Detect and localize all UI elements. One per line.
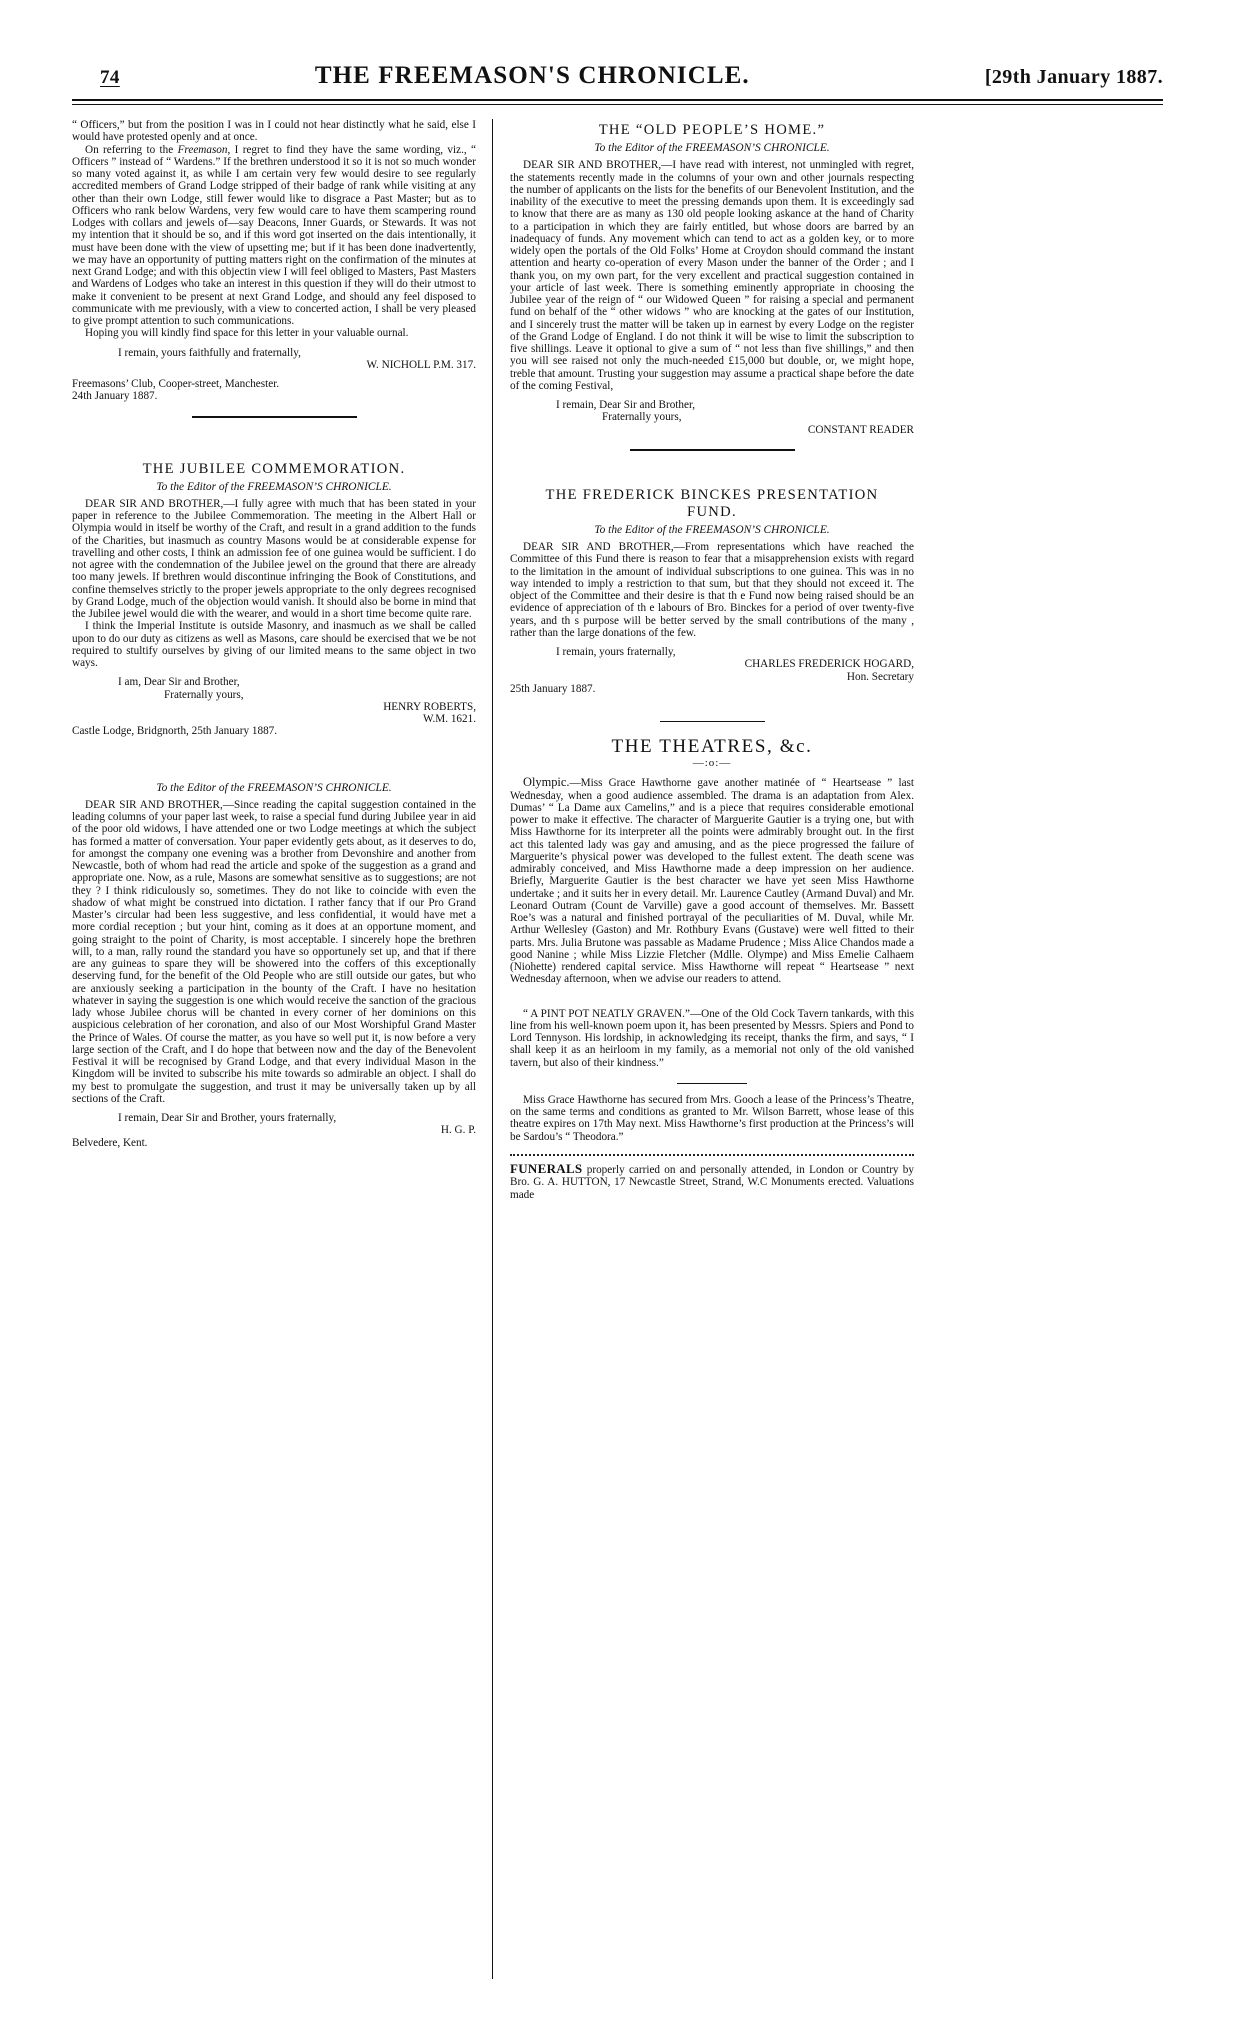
paragraph-text: —I have read with interest, not unmingled with regret, the statements recently made in the columns of your own and other journals respecting the number of applicants on the lists for the benefits of our Benevolent Institution, and the inability of the executive to meet the pressing demands upon them. It is exceedingly sad to know that there are as many as 130 old people looking askance at the hand of Charity to a participation in which they are fairly entitled, but whose doors are barred by an inadequacy of funds. Any movement which can tend to act as a golden key, or to more widely open the portals of the Old Folks’ Home at Croydon should command the instant attention and hearty co-operation of every Mason under the banner of the Order ; and I thank you, on my own part, for the very excellent and practical suggestion contained in your article of last week. There is something eminently appropriate in choosing the Jubilee year of the reign of “ our Widowed Queen ” for raising a special and permanent fund on behalf of the “ other widows ” who are knocking at the gates of our Institution, and I sincerely trust the matter will be taken up in earnest by every Lodge on the register of the Grand Lodge of England. I do not think it will be wise to limit the subscription to five shillings. Leave it optional to give a sum of “ not less than five shillings,” and then you will see raised not only the much-needed £15,000 but double, or, we might hope, treble that amount. Trusting your suggestion may assume a practical shape before the date of the coming Festival, (510, 159, 914, 392)
theatre-note-pint-pot (510, 1008, 914, 1069)
theatre-venue-name: Olympic. (523, 775, 570, 790)
heading-line-1: THE FREDERICK BINCKES PRESENTATION (545, 486, 879, 503)
letter-salutation: DEAR SIR AND BROTHER, (523, 159, 662, 172)
paragraph-text: —I fully agree with much that has been stated in your paper in reference to the Jubilee Commemoration. The meeting in the Albert Hall or Olympia would in itself be worthy of the Craft, and result in a grand addition to the funds of the Charities, but inasmuch as country Masons would be at considerable expense for travelling and other costs, I think an admission fee of one guinea would be sufficient. I do not agree with the condemnation of the Jubilee jewel on the ground that there are already too many jewels. If brethren would discontinue infringing the Book of Constitutions, and confine themselves strictly to the proper jewels appropriate to the only degrees recognised by Grand Lodge, much of the objection would vanish. It should also be borne in mind that the Jubilee jewel would die with the wearer, and would in a short time become quite rare. (72, 497, 476, 620)
theatre-note-princess: Miss Grace Hawthorne has secured from Mrs. Gooch a lease of the Princess’s Theatre, on the same terms and conditions as granted to Mr. Wilson Barrett, whose lease of this theatre expires on 17th May next. Miss Hawthorne’s first production at the Princess’s will be Sardou’s “ Theodora.” (510, 1093, 914, 1143)
letter-signature-title: Hon. Secretary (846, 670, 914, 683)
review-text: —Miss Grace Hawthorne gave another matinée of “ Heartsease ” last Wednesday, when a good audience assembled. The drama is an adaptation from Alex. Dumas’ “ La Dame aux Camelins,” and is a piece that requires considerable emotional power to make it effective. The character of Marguerite Gautier is a trying one, but with Miss Hawthorne for its interpreter all the points were admirably brought out. In the first act this talented lady was gay and amusing, and as the piece progressed the failure of Marguerite’s physical power was developed to the fullest extent. The death scene was admirably conceived, and Miss Hawthorne made a deep impression on her audience. Briefly, Marguerite Gautier is the best character we have yet seen Miss Hawthorne undertake ; and it suits her in every detail. Mr. Laurence Cautley (Armand Duval) and Mr. Leonard Outram (Count de Varville) gave a good account of themselves. Mr. Bassett Roe’s was a natural and finished portrayal of the peculiarities of M. Duval, while Mr. Arthur Wellesley (Gaston) and Mr. Rothbury Evans (Gustave) were well fitted to their parts. Mrs. Julia Brutone was passable as Madame Prudence ; Miss Alice Chandos made a good Nanine ; while Miss Lizzie Fletcher (Mdlle. Olympe) and Miss Emelie Calhaem (Niohette) rendered capital service. Miss Hawthorne will repeat “ Heartsease ” next Wednesday afternoon, when we advise our readers to attend. (510, 777, 914, 986)
letter-address: Freemasons’ Club, Cooper-street, Manchester. (72, 378, 280, 390)
section-divider-rule (192, 416, 357, 418)
subheading-publication: FREEMASON’S CHRONICLE. (247, 781, 392, 794)
section-heading-theatres: THE THEATRES, &c. (611, 736, 813, 757)
subheading-publication: FREEMASON’S CHRONICLE. (685, 523, 830, 536)
letter-closing: Fraternally yours, (602, 411, 682, 424)
masthead (72, 62, 1163, 90)
letter-closing: I remain, Dear Sir and Brother, yours fraternally, (118, 1112, 337, 1124)
letter-salutation: DEAR SIR AND BROTHER, (85, 497, 224, 510)
letter-salutation: DEAR SIR AND BROTHER, (523, 541, 674, 553)
advert-divider-rule (510, 1154, 914, 1156)
letter-signature (72, 359, 476, 371)
section-divider-rule (660, 721, 765, 722)
letter-signature (72, 701, 476, 713)
advertisement-funerals (510, 1160, 914, 1201)
right-column (492, 119, 914, 1979)
letter-paragraph (72, 498, 476, 621)
article-subheading (72, 782, 476, 794)
paragraph-text: On referring to the (85, 143, 178, 156)
paragraph-text: , I regret to find they have the same wording, viz., “ Officers ” instead of “ Wardens.” If the brethren understood it so it is not so much wonder so many voted against it, as while I am certain very few would desire to see regularly accredited members of Grand Lodge stripped of their badge of rank while visiting at any other than their own Lodge, still fewer would like to disgrace a Past Master; but as to Officers who rank below Wardens, very few would care to have them scampering round Lodges with collars and jewels of—say Deacons, Inner Guards, or Stewards. It was not my intention that it should be so, and if this word got inserted on the dais intentionally, it must have been done with the view of upsetting me; but if it has been done inadvertently, we may have an opportunity of putting matters right on the confirmation of the minutes at next Grand Lodge; and with this objectin view I will feel obliged to Masters, Past Masters and Wardens of Lodges who take an interest in this question if they will do their utmost to make it convenient to be present at next Grand Lodge, and should any feel disposed to communicate with me previously, with a view to concerted action, I shall be very pleased to give prompt attention to such communications. (72, 143, 477, 327)
article-heading-binckes-fund (510, 487, 914, 521)
letter-closing: I remain, yours faithfully and fraternally, (118, 346, 301, 359)
article-subheading (510, 524, 914, 536)
letter-paragraph (510, 541, 914, 639)
letter-closing: I remain, Dear Sir and Brother, (556, 399, 696, 411)
letter-address-date: 24th January 1887. (72, 390, 158, 403)
letter-salutation: DEAR SIR AND BROTHER, (85, 798, 223, 811)
letter-paragraph: “ Officers,” but from the position I was in I could not hear distinctly what he said, else I would have protested openly and at once. (72, 119, 476, 144)
letter-closing: Fraternally yours, (164, 688, 244, 701)
signature-name: HENRY ROBERTS, (383, 700, 476, 713)
letter-closing: I remain, yours fraternally, (556, 646, 676, 658)
article-subheading (510, 142, 914, 154)
subheading-publication: FREEMASON’S CHRONICLE. (685, 142, 830, 154)
subheading-text: To the Editor of the (156, 781, 248, 794)
note-lead-in: “ A PINT POT NEATLY GRAVEN.” (523, 1007, 690, 1020)
signature-name: CHARLES FREDERICK HOGARD, (744, 658, 914, 671)
article-subheading (72, 481, 476, 493)
letter-paragraph (72, 144, 476, 328)
paragraph-text: —From representations which have reached the Committee of this Fund there is reason to fear that a misapprehension exists with regard to the limitation in the amount of individual subscriptions to one guinea. This was in no way intended to imply a restriction to that sum, but that they should not exceed it. The object of the Committee and their desire is that th e Fund now being raised should be an evidence of appreciation of th e labours of Bro. Binckes for a period of over twenty-five years, and th s purpose will be better served by the small contributions of the many , rather than the large donations of the few. (510, 541, 914, 639)
letter-paragraph: I think the Imperial Institute is outside Masonry, and inasmuch as we shall be called upon to do our duty as citizens as well as Masons, care should be exercised that we be not required to stultify ourselves by giving of our limited means to the same object in two ways. (72, 620, 476, 669)
signature-name: W. NICHOLL P.M. 317. (366, 358, 476, 371)
subheading-publication: FREEMASON’S CHRONICLE. (247, 480, 392, 493)
note-text: —One of the Old Cock Tavern tankards, with this line from his well-known poem upon it, has been presented by Messrs. Spiers and Pond to Lord Tennyson. His lordship, in acknowledging its receipt, thanks the firm, and says, “ I shall keep it as an heirloom in my family, as a memorial not only of the old vanished tavern, but also of their kindness.” (510, 1007, 915, 1069)
section-divider-rule (677, 1083, 747, 1084)
letter-signature (510, 424, 914, 436)
page-folio-number: 74 (100, 67, 120, 88)
heading-line-2: FUND. (687, 503, 737, 520)
article-heading-old-peoples-home: THE “OLD PEOPLE’S HOME.” (598, 122, 826, 138)
subheading-text: To the Editor of the (156, 480, 248, 493)
theatre-review-olympic (510, 776, 914, 985)
article-heading-jubilee: THE JUBILEE COMMEMORATION. (142, 460, 406, 477)
section-divider-rule (630, 449, 795, 451)
subheading-text: To the Editor of the (594, 523, 686, 536)
letter-paragraph (510, 159, 914, 392)
publication-title: THE FREEMASON'S CHRONICLE. (314, 62, 750, 89)
letter-paragraph (72, 799, 476, 1105)
ornament-divider: —:o:— (692, 757, 732, 769)
advert-text: properly carried on and personally attended, in London or Country by Bro. G. A. HUTTON, 17 Newcastle Street, Strand, W.C Monuments erected. Valuations made (510, 1163, 914, 1201)
letter-signature-rank: W.M. 1621. (422, 713, 476, 725)
letter-paragraph: Hoping you will kindly find space for this letter in your valuable ournal. (85, 327, 409, 340)
letter-address: Castle Lodge, Bridgnorth, 25th January 1887. (72, 725, 278, 738)
signature-name: CONSTANT READER (807, 423, 914, 436)
paragraph-text: —Since reading the capital suggestion contained in the leading columns of your paper last week, to raise a special fund during Jubilee year in aid of the poor old widows, I have attended one or two Lodge meetings at which the subject has formed a matter of conversation. Your paper evidently gets about, as it deserves to do, for amongst the company one evening was a brother from Devonshire and another from Newcastle, both of whom had read the article and spoke of the suggestion as a grand and appropriate one. Now, as a rule, Masons are somewhat sensitive as to suggestions; are not they ? I think ridiculously so, sometimes. They do not like to coincide with even the shadow of what might be construed into dictation. I rather fancy that if our Pro Grand Master’s circular had been less suggestive, and less confidential, it would have met a more cordial reception ; but your hint, coming as it does at an opportune moment, and going straight to the point of Charity, is most acceptable. I sincerely hope the brethren will, to a man, rally round the standard you have so opportunely set up, and that if there are any guineas to spare they will be showered into the coffers of this exceptionally deserving fund, for the benefit of the Old People who are still outside our gates, but who are anxiously seeking a participation in the bounty of the Craft. I have no hesitation whatever in saying the suggestion is one which would receive the sanction of the gracious lady whose Jubilee chorus will be chanted in every corner of her dominions on this auspicious celebration of her coronation, and also of our Most Worshipful Grand Master the Prince of Wales. Of course the matter, as you have so well put it, is now before a very large section of the Craft, and I do hope that between now and the day of the Benevolent Festival it will be recognised by Grand Lodge, and that every individual Mason in the Kingdom will be invited to subscribe his mite towards so admirable an object. I shall do my best to promulgate the suggestion, and trust it may be universally taken up by all sections of the Craft. (72, 798, 476, 1105)
issue-date: [29th January 1887. (984, 66, 1163, 88)
left-column (72, 119, 492, 1979)
masthead-rule (72, 99, 1163, 105)
subheading-text: To the Editor of the (594, 142, 686, 154)
letter-address: Belvedere, Kent. (72, 1136, 148, 1149)
journal-name-italic: Freemason (177, 143, 228, 156)
column-container (72, 119, 1163, 1979)
letter-signature (510, 658, 914, 670)
letter-signature: H. G. P. (440, 1124, 476, 1137)
letter-address-date: 25th January 1887. (510, 682, 596, 695)
advert-lead-word: FUNERALS (510, 1160, 583, 1176)
letter-closing: I am, Dear Sir and Brother, (118, 676, 240, 689)
